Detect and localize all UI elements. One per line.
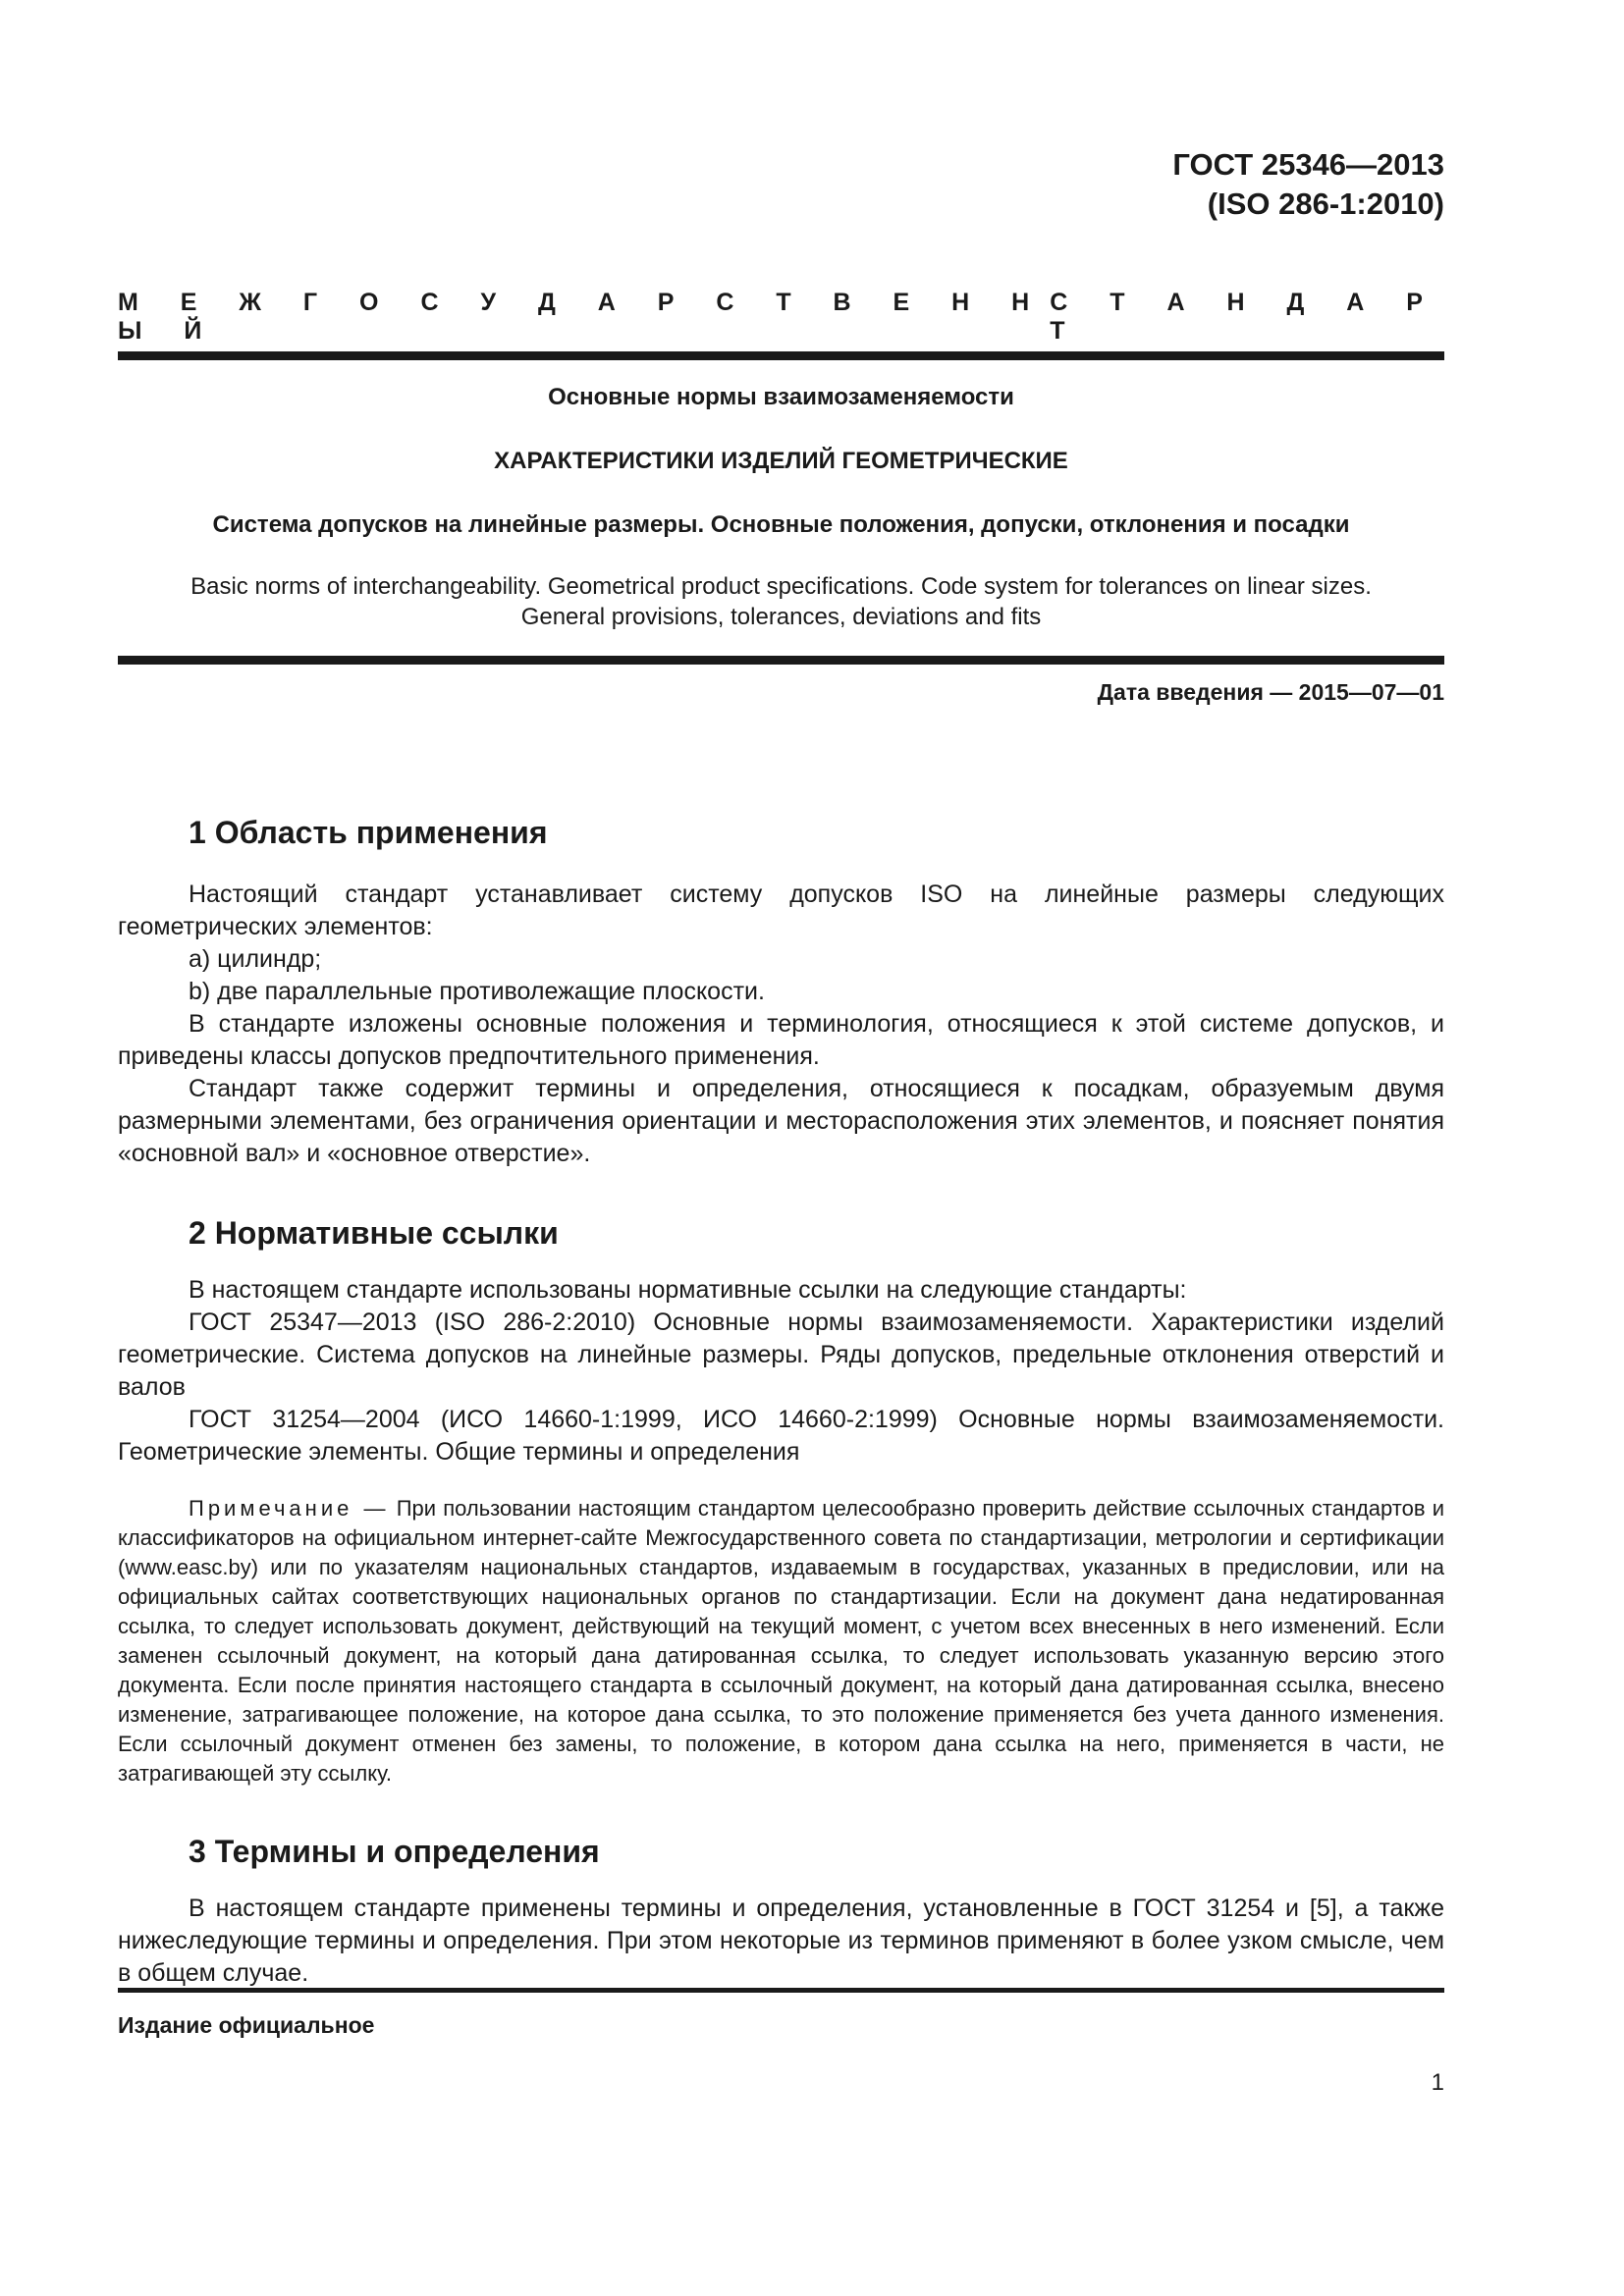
title-intro: Основные нормы взаимозаменяемости [548, 384, 1014, 410]
section-1-body [118, 879, 1444, 1170]
note-text: При пользовании настоящим стандартом целесообразно проверить действие ссылочных стандартов и классификаторов на официальном интернет-сайте Межгосударственного совета по стандартизации, метрологии и сертификации (www.easc.by) или по указателям национальных стандартов, издаваемым в государствах, указанных в предисловии, или на официальных сайтах соответствующих национальных органов по стандартизации. Если на документ дана недатированная ссылка, то следует использовать документ, действующий на текущий момент, с учетом всех внесенных в него изменений. Если заменен ссылочный документ, на который дана датированная ссылка, то следует использовать указанную версию этого документа. Если после принятия настоящего стандарта в ссылочный документ, на который дана датированная ссылка, внесено изменение, затрагивающее положение, на которое дана ссылка, то это положение применяется без учета данного изменения. Если ссылочный документ отменен без замены, то положение, в котором дана ссылка на него, применяется в части, не затрагивающей эту ссылку. [118, 1496, 1445, 1786]
normative-reference: ГОСТ 25347—2013 (ISO 286-2:2010) Основные нормы взаимозаменяемости. Характеристики изделий геометрические. Система допусков на линейные размеры. Ряды допусков, предельные отклонения отверстий и валов [118, 1308, 1444, 1401]
section-1-paragraph: Настоящий стандарт устанавливает систему допусков ISO на линейные размеры следующих геометрических элементов: [118, 881, 1444, 940]
section-3-paragraph: В настоящем стандарте применены термины и определения, установленные в ГОСТ 31254 и [5], а также нижеследующие термины и определения. При этом некоторые из терминов применяют в более узком смысле, чем в общем случае. [118, 1895, 1444, 1987]
header-rule [118, 351, 1444, 360]
title-english-line1: Basic norms of interchangeability. Geometrical product specifications. Code system for tolerances on linear sizes. [190, 573, 1372, 600]
interstate-word: М Е Ж Г О С У Д А Р С Т В Е Н Н Ы Й [118, 289, 1046, 345]
section-1-paragraph: Стандарт также содержит термины и определения, относящиеся к посадкам, образуемым двумя размерными элементами, без ограничения ориентации и месторасположения этих элементов, и поясняет понятия «основной вал» и «основное отверстие». [118, 1075, 1444, 1167]
section-3-heading: 3 Термины и определения [189, 1834, 600, 1869]
section-1-paragraph: В стандарте изложены основные положения и терминология, относящиеся к этой системе допусков, и приведены классы допусков предпочтительного применения. [118, 1010, 1444, 1070]
section-2-heading: 2 Нормативные ссылки [189, 1215, 559, 1251]
edition-label: Издание официальное [118, 2012, 375, 2038]
section-2-body [118, 1274, 1444, 1468]
section-2-paragraph: В настоящем стандарте использованы нормативные ссылки на следующие стандарты: [189, 1276, 1187, 1304]
normative-reference: ГОСТ 31254—2004 (ИСО 14660-1:1999, ИСО 14660-2:1999) Основные нормы взаимозаменяемости. Геометрические элементы. Общие термины и определения [118, 1406, 1444, 1466]
title-english [118, 571, 1444, 632]
list-item: b) две параллельные противолежащие плоскости. [189, 978, 765, 1005]
interstate-standard-banner [118, 289, 1444, 346]
footer-rule [118, 1988, 1444, 1993]
introduction-date: Дата введения — 2015—07—01 [1097, 679, 1444, 705]
gost-number: ГОСТ 25346—2013 [1172, 147, 1444, 182]
section-1-heading: 1 Область применения [189, 815, 548, 850]
note-paragraph [118, 1494, 1444, 1789]
standard-word: С Т А Н Д А Р Т [1050, 289, 1438, 345]
title-rule [118, 656, 1444, 665]
list-item: a) цилиндр; [189, 945, 322, 973]
section-3-body [118, 1893, 1444, 1990]
iso-number: (ISO 286-1:2010) [1207, 187, 1444, 221]
note-block [118, 1494, 1444, 1789]
note-label: Примечание — [189, 1496, 390, 1521]
title-sub: Система допусков на линейные размеры. Основные положения, допуски, отклонения и посадки [212, 511, 1350, 538]
gost-identifier [1172, 145, 1444, 224]
title-main: ХАРАКТЕРИСТИКИ ИЗДЕЛИЙ ГЕОМЕТРИЧЕСКИЕ [494, 448, 1068, 474]
page-number: 1 [1431, 2069, 1444, 2096]
title-english-line2: General provisions, tolerances, deviations and fits [520, 604, 1042, 630]
